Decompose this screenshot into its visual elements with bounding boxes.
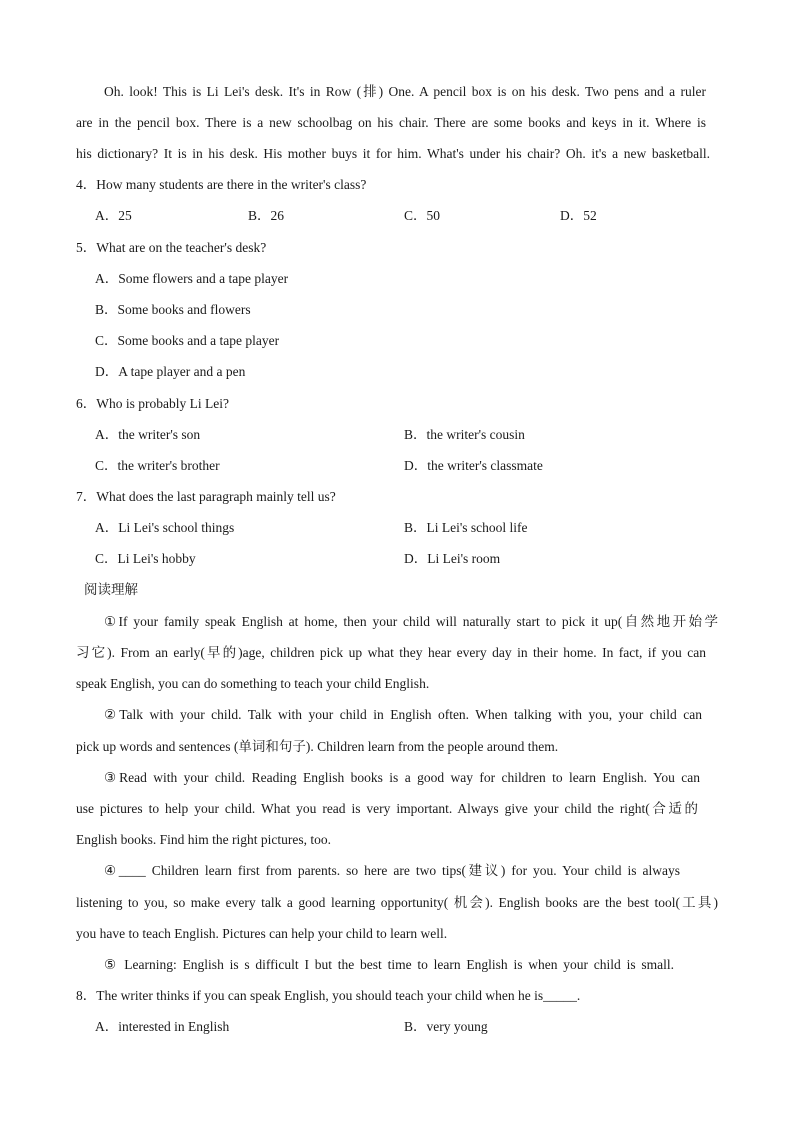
reading-line: ①If your family speak English at home, then your child will naturally start to pick it up(自然地开始学 — [104, 614, 718, 629]
option-b: B．Li Lei's school life — [404, 520, 528, 535]
option-c: C．Some books and a tape player — [95, 333, 280, 348]
option-b: B．Some books and flowers — [95, 302, 251, 317]
reading-line: ③Read with your child. Reading English books is a good way for children to learn English. You can — [104, 770, 700, 785]
reading-line: use pictures to help your child. What you read is very important. Always give your child the right(合适的 — [76, 801, 698, 816]
question-stem: 8．The writer thinks if you can speak English, you should teach your child when he is_____. — [76, 988, 581, 1003]
option-a: A．25 — [95, 208, 132, 223]
question-stem: 7．What does the last paragraph mainly tell us? — [76, 489, 336, 504]
passage-line: his dictionary? It is in his desk. His mother buys it for him. What's under his chair? Oh. it's a new basketball. — [76, 146, 710, 161]
option-d: D．52 — [560, 208, 597, 223]
option-a: A．the writer's son — [95, 427, 201, 442]
reading-line: listening to you, so make every talk a good learning opportunity( 机会). English books are the best tool(工具) — [76, 895, 718, 910]
reading-line: English books. Find him the right pictures, too. — [76, 832, 331, 847]
question-stem: 5．What are on the teacher's desk? — [76, 240, 267, 255]
reading-line: ②Talk with your child. Talk with your child in English often. When talking with you, your child can — [104, 707, 702, 722]
option-b: B．very young — [404, 1019, 488, 1034]
option-c: C．the writer's brother — [95, 458, 220, 473]
question-stem: 4．How many students are there in the writer's class? — [76, 177, 367, 192]
reading-line: speak English, you can do something to teach your child English. — [76, 676, 430, 691]
option-d: D．Li Lei's room — [404, 551, 501, 566]
question-stem: 6．Who is probably Li Lei? — [76, 396, 229, 411]
option-a: A．interested in English — [95, 1019, 230, 1034]
option-b: B．the writer's cousin — [404, 427, 525, 442]
option-a: A．Some flowers and a tape player — [95, 271, 289, 286]
option-c: C．Li Lei's hobby — [95, 551, 196, 566]
option-a: A．Li Lei's school things — [95, 520, 235, 535]
reading-line: you have to teach English. Pictures can help your child to learn well. — [76, 926, 448, 941]
passage-line: Oh. look! This is Li Lei's desk. It's in Row (排) One. A pencil box is on his desk. Two pens and a ruler — [104, 84, 706, 99]
option-c: C．50 — [404, 208, 441, 223]
reading-line: ⑤ Learning: English is s difficult I but the best time to learn English is when your child is small. — [104, 957, 674, 972]
option-d: D．the writer's classmate — [404, 458, 543, 473]
passage-line: are in the pencil box. There is a new schoolbag on his chair. There are some books and keys in it. Where is — [76, 115, 706, 130]
option-b: B．26 — [248, 208, 285, 223]
reading-line: 习它). From an early(早的)age, children pick up what they hear every day in their home. In fact, if you can — [76, 645, 706, 660]
option-d: D．A tape player and a pen — [95, 364, 246, 379]
reading-line: pick up words and sentences (单词和句子). Children learn from the people around them. — [76, 739, 559, 754]
section-title: 阅读理解 — [84, 582, 138, 597]
reading-line: ④____ Children learn first from parents. so here are two tips(建议) for you. Your child is always — [104, 863, 680, 878]
